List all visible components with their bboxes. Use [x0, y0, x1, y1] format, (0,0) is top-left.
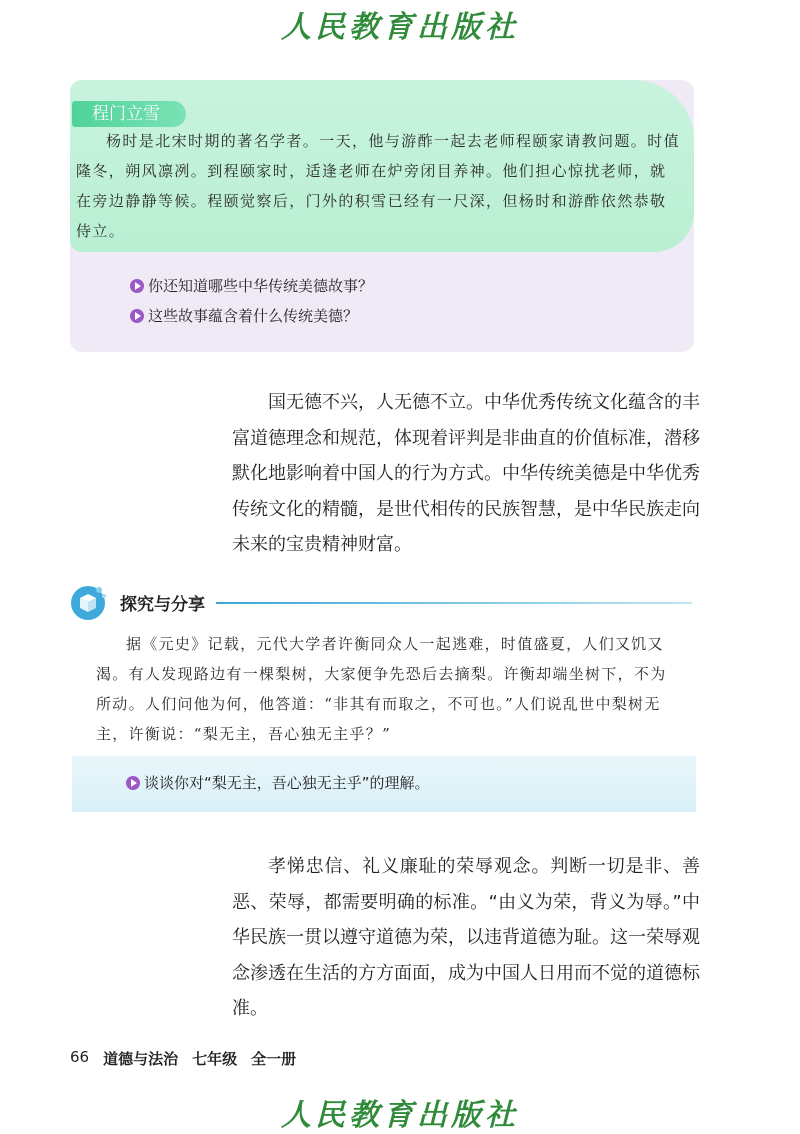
- story-tag: 程门立雪: [72, 101, 186, 127]
- explore-text: 据《元史》记载，元代大学者许衡同众人一起逃难，时值盛夏，人们又饥又渴。有人发现路边有一棵梨树，大家便争先恐后去摘梨。许衡却端坐树下，不为所动。人们问他为何，他答道：“非其有而取之，不可也。”人们说乱世中梨树无主，许衡说：“梨无主，吾心独无主乎？”: [96, 635, 667, 743]
- story-text: 杨时是北宋时期的著名学者。一天，他与游酢一起去老师程颐家请教问题。时值隆冬，朔风凛冽。到程颐家时，适逢老师在炉旁闭目养神。他们担心惊扰老师，就在旁边静静等候。程颐觉察后，门外的积雪已经有一尺深，但杨时和游酢依然恭敬侍立。: [76, 132, 681, 240]
- section-title: 探究与分享: [120, 595, 205, 615]
- question-text: 这些故事蕴含着什么传统美德？: [148, 307, 359, 325]
- footer-volume: 全一册: [251, 1050, 297, 1068]
- question-text: 你还知道哪些中华传统美德故事？: [148, 277, 374, 295]
- explore-question: [126, 773, 430, 793]
- section-divider: [216, 602, 692, 604]
- publisher-watermark-top: 人民教育出版社: [281, 10, 519, 45]
- story-question-1: [130, 276, 373, 296]
- body-paragraph-2: 孝悌忠信、礼义廉耻的荣辱观念。判断一切是非、善恶、荣辱，都需要明确的标准。“由义为荣，背义为辱。”中华民族一贯以遵守道德为荣，以违背道德为耻。这一荣辱观念渗透在生活的方方面面，成为中国人日用而不觉的道德标准。: [232, 856, 700, 1019]
- page-number: 66: [70, 1048, 90, 1066]
- publisher-watermark-bottom: 人民教育出版社: [281, 1098, 519, 1133]
- triangle-bullet-icon: [130, 309, 144, 323]
- explore-cube-icon: [68, 582, 108, 622]
- triangle-bullet-icon: [130, 279, 144, 293]
- triangle-bullet-icon: [126, 776, 140, 790]
- footer-subject: 道德与法治: [103, 1050, 179, 1068]
- question-text: 谈谈你对“梨无主，吾心独无主乎”的理解。: [144, 774, 430, 792]
- page-footer: [70, 1048, 296, 1069]
- footer-grade: 七年级: [192, 1050, 238, 1068]
- body-paragraph-1: 国无德不兴，人无德不立。中华优秀传统文化蕴含的丰富道德理念和规范，体现着评判是非曲直的价值标准，潜移默化地影响着中国人的行为方式。中华传统美德是中华优秀传统文化的精髓，是世代相传的民族智慧，是中华民族走向未来的宝贵精神财富。: [232, 392, 700, 555]
- story-question-2: [130, 306, 358, 326]
